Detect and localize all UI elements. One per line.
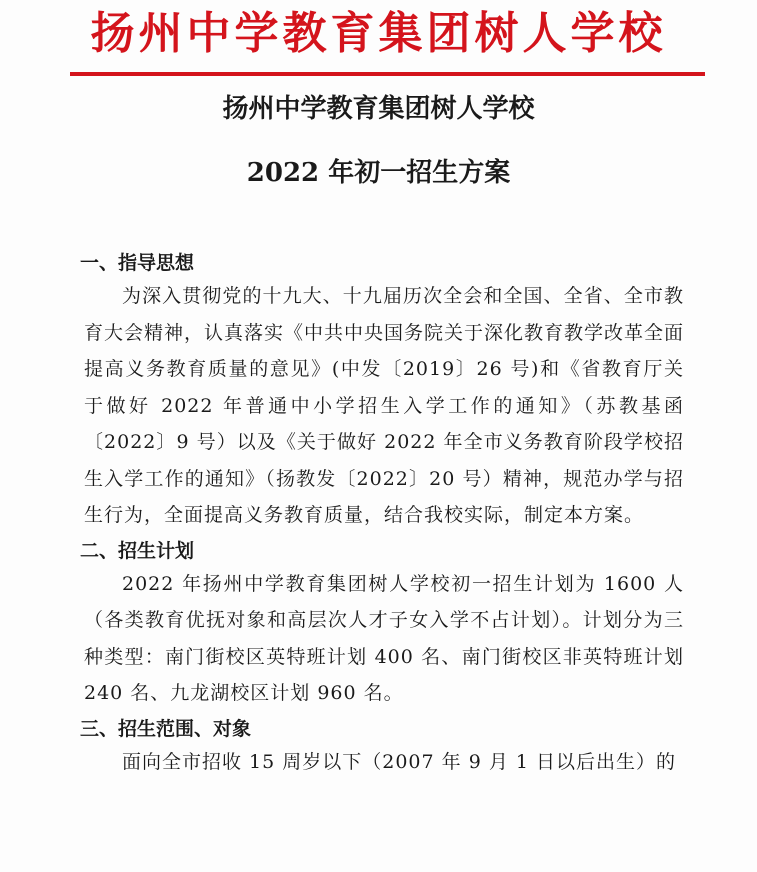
- section-heading-guiding-thought: 一、指导思想: [80, 252, 195, 274]
- letterhead-red-rule: [70, 72, 705, 76]
- section-heading-enrollment-plan: 二、招生计划: [80, 539, 195, 562]
- section-paragraph-guiding-thought: 为深入贯彻党的十九大、十九届历次全会和全国、全省、全市教育大会精神，认真落实《中共中央国务院关于深化教育教学改革全面提高义务教育质量的意见》(中发〔2019〕26 号)和《省教育厅关于做好 2022 年普通中小学招生入学工作的通知》（苏教基函〔2022〕9 号）以及《关于做好 2022 年全市义务教育阶段学校招生入学工作的通知》（扬教发〔2022〕20 号）精神，规范办学与招生行为，全面提高义务教育质量，结合我校实际，制定本方案。: [84, 285, 685, 526]
- section-paragraph-enrollment-plan: 2022 年扬州中学教育集团树人学校初一招生计划为 1600 人（各类教育优抚对象和高层次人才子女入学不占计划）。计划分为三种类型：南门街校区英特班计划 400 名、南门街校区非英特班计划 240 名、九龙湖校区计划 960 名。: [84, 572, 684, 704]
- document-title-line2: 2022 年初一招生方案: [246, 158, 511, 188]
- document-title-line1: 扬州中学教育集团树人学校: [222, 94, 535, 124]
- section-heading-scope-and-target: 三、招生范围、对象: [80, 717, 252, 740]
- letterhead-title: 扬州中学教育集团树人学校: [90, 8, 667, 59]
- document-body: [80, 248, 685, 780]
- section-paragraph-scope-and-target: 面向全市招收 15 周岁以下（2007 年 9 月 1 日以后出生）的: [122, 750, 676, 773]
